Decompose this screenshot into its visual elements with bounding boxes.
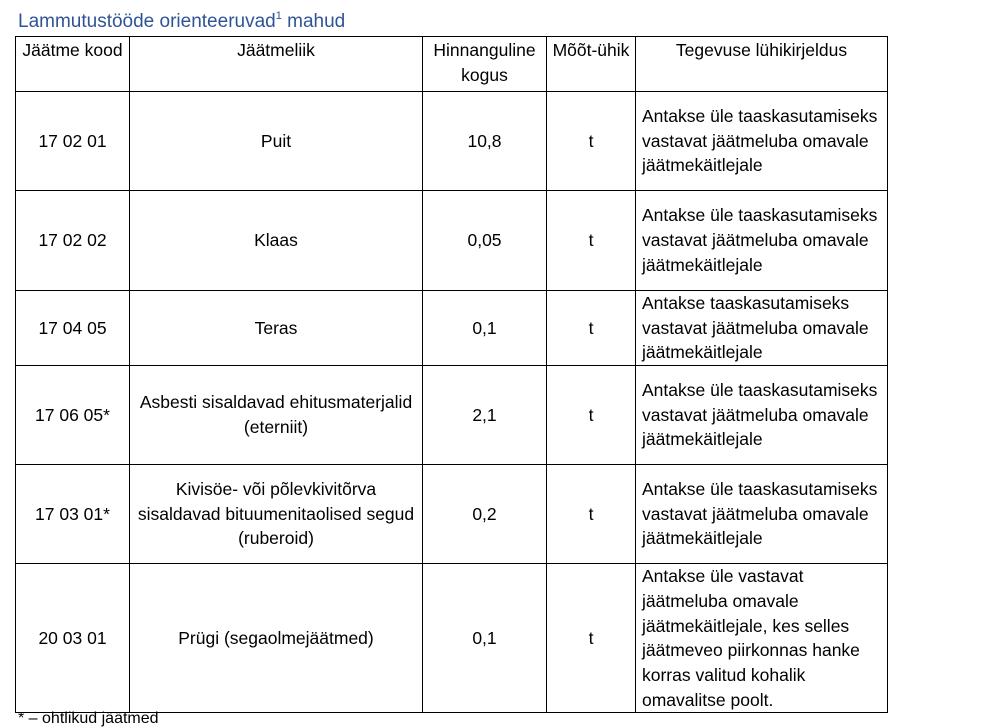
header-kirjeldus: Tegevuse lühikirjeldus xyxy=(636,37,888,92)
header-kogus: Hinnanguline kogus xyxy=(423,37,547,92)
table-row xyxy=(16,465,888,564)
cell-liik: Prügi (segaolmejäätmed) xyxy=(130,564,423,713)
cell-liik: Puit xyxy=(130,92,423,191)
table-row xyxy=(16,291,888,366)
cell-kood: 17 02 01 xyxy=(16,92,130,191)
heading-footnote-ref: 1 xyxy=(275,10,282,22)
cell-kood: 17 02 02 xyxy=(16,191,130,291)
cell-kirjeldus: Antakse üle taaskasutamiseks vastavat jäätmeluba omavale jäätmekäitlejale xyxy=(636,191,888,291)
cell-kood: 17 03 01* xyxy=(16,465,130,564)
header-liik: Jäätmeliik xyxy=(130,37,423,92)
cell-liik: Kivisöe- või põlevkivitõrva sisaldavad bituumenitaolised segud (ruberoid) xyxy=(130,465,423,564)
cell-liik: Teras xyxy=(130,291,423,366)
cell-liik: Klaas xyxy=(130,191,423,291)
cell-kogus: 2,1 xyxy=(423,366,547,465)
header-yhik: Mõõt-ühik xyxy=(547,37,636,92)
cell-yhik: t xyxy=(547,92,636,191)
cell-kogus: 0,05 xyxy=(423,191,547,291)
table-header-row xyxy=(16,37,888,92)
cell-yhik: t xyxy=(547,465,636,564)
heading-suffix: mahud xyxy=(281,11,346,32)
table-row xyxy=(16,191,888,291)
cell-liik: Asbesti sisaldavad ehitusmaterjalid (eterniit) xyxy=(130,366,423,465)
footnote: * – ohtlikud jäätmed xyxy=(18,710,159,727)
cell-kirjeldus: Antakse üle vastavat jäätmeluba omavale jäätmekäitlejale, kes selles jäätmeveo piirkonnas hanke korras valitud kohalik omavalitse poolt. xyxy=(636,564,888,713)
cell-yhik: t xyxy=(547,191,636,291)
cell-kogus: 0,1 xyxy=(423,291,547,366)
cell-kogus: 0,1 xyxy=(423,564,547,713)
cell-yhik: t xyxy=(547,366,636,465)
heading-text: Lammutustööde orienteeruvad xyxy=(18,11,276,32)
document-heading xyxy=(18,10,345,33)
table-row xyxy=(16,564,888,713)
waste-table xyxy=(15,36,888,713)
cell-kirjeldus: Antakse üle taaskasutamiseks vastavat jäätmeluba omavale jäätmekäitlejale xyxy=(636,92,888,191)
cell-kood: 20 03 01 xyxy=(16,564,130,713)
cell-kood: 17 06 05* xyxy=(16,366,130,465)
table-row xyxy=(16,366,888,465)
cell-kirjeldus: Antakse üle taaskasutamiseks vastavat jäätmeluba omavale jäätmekäitlejale xyxy=(636,366,888,465)
cell-yhik: t xyxy=(547,291,636,366)
cell-yhik: t xyxy=(547,564,636,713)
cell-kirjeldus: Antakse taaskasutamiseks vastavat jäätmeluba omavale jäätmekäitlejale xyxy=(636,291,888,366)
header-kood: Jäätme kood xyxy=(16,37,130,92)
cell-kirjeldus: Antakse üle taaskasutamiseks vastavat jäätmeluba omavale jäätmekäitlejale xyxy=(636,465,888,564)
cell-kogus: 10,8 xyxy=(423,92,547,191)
table-row xyxy=(16,92,888,191)
cell-kogus: 0,2 xyxy=(423,465,547,564)
cell-kood: 17 04 05 xyxy=(16,291,130,366)
